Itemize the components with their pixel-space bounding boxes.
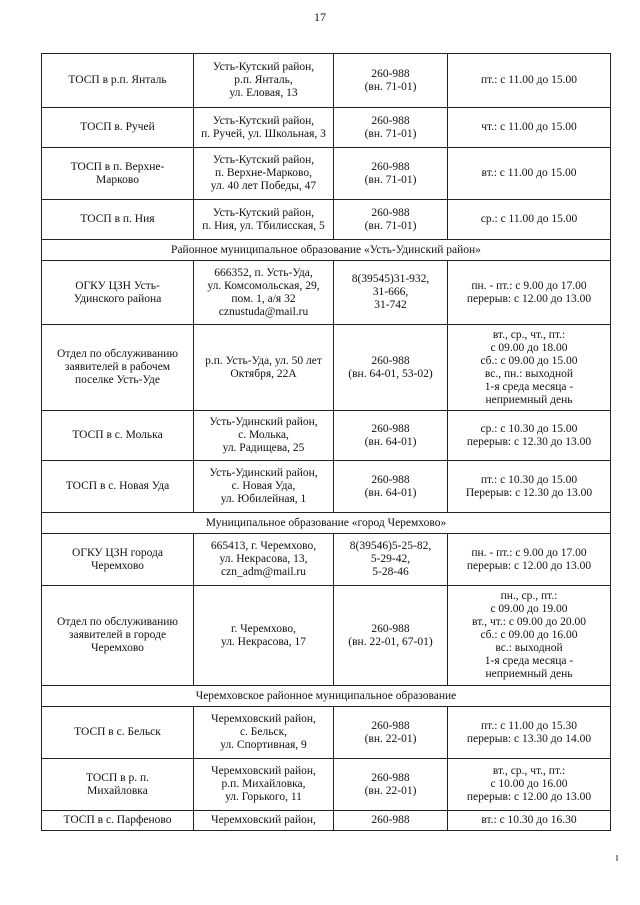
office-name-cell: ТОСП в с. Бельск [42, 707, 194, 759]
section-row [42, 240, 611, 261]
address-cell: Черемховский район, р.п. Михайловка, ул. Горького, 11 [194, 759, 334, 811]
address-cell: Черемховский район, с. Бельск, ул. Спортивная, 9 [194, 707, 334, 759]
address-cell: Усть-Кутский район, п. Верхне-Марково, ул. 40 лет Победы, 47 [194, 148, 334, 200]
phone-cell: 260-988 (вн. 22-01) [334, 707, 448, 759]
page-number: 17 [314, 10, 326, 24]
address-cell: 665413, г. Черемхово, ул. Некрасова, 13, czn_adm@mail.ru [194, 534, 334, 586]
table-row [42, 759, 611, 811]
phone-cell: 260-988 (вн. 71-01) [334, 200, 448, 240]
phone-cell: 260-988 (вн. 64-01) [334, 461, 448, 513]
hours-cell: вт., ср., чт., пт.: с 10.00 до 16.00 перерыв: с 12.00 до 13.00 [448, 759, 611, 811]
office-name-cell: ТОСП в п. Верхне- Марково [42, 148, 194, 200]
table-row [42, 325, 611, 411]
office-name-cell: ОГКУ ЦЗН города Черемхово [42, 534, 194, 586]
office-name-cell: ТОСП в п. Ния [42, 200, 194, 240]
offices-table [41, 53, 611, 831]
phone-cell: 260-988 (вн. 22-01, 67-01) [334, 586, 448, 686]
address-cell: Усть-Удинский район, с. Новая Уда, ул. Юбилейная, 1 [194, 461, 334, 513]
table-row [42, 411, 611, 461]
hours-cell: пт.: с 10.30 до 15.00 Перерыв: с 12.30 до 13.00 [448, 461, 611, 513]
phone-cell: 8(39545)31-932, 31-666, 31-742 [334, 261, 448, 325]
office-name-cell: ТОСП в. Ручей [42, 108, 194, 148]
table-row [42, 148, 611, 200]
office-name-cell: Отдел по обслуживанию заявителей в городе Черемхово [42, 586, 194, 686]
phone-cell: 260-988 (вн. 64-01) [334, 411, 448, 461]
address-cell: г. Черемхово, ул. Некрасова, 17 [194, 586, 334, 686]
section-row [42, 686, 611, 707]
section-row [42, 513, 611, 534]
phone-cell: 260-988 (вн. 71-01) [334, 148, 448, 200]
table-row [42, 261, 611, 325]
office-name-cell: ТОСП в р.п. Янталь [42, 54, 194, 108]
phone-cell: 260-988 (вн. 71-01) [334, 54, 448, 108]
table-row [42, 461, 611, 513]
hours-cell: пн., ср., пт.: с 09.00 до 19.00 вт., чт.: с 09.00 до 20.00 сб.: с 09.00 до 16.00 вс.: выходной 1-я среда месяца - неприемный день [448, 586, 611, 686]
office-name-cell: ТОСП в с. Новая Уда [42, 461, 194, 513]
scan-mark [616, 855, 618, 861]
section-heading: Муниципальное образование «город Черемхово» [42, 513, 611, 534]
hours-cell: пт.: с 11.00 до 15.30 перерыв: с 13.30 до 14.00 [448, 707, 611, 759]
hours-cell: вт., ср., чт., пт.: с 09.00 до 18.00 сб.: с 09.00 до 15.00 вс., пн.: выходной 1-я среда месяца - неприемный день [448, 325, 611, 411]
table-row [42, 586, 611, 686]
address-cell: Усть-Удинский район, с. Молька, ул. Радищева, 25 [194, 411, 334, 461]
hours-cell: пн. - пт.: с 9.00 до 17.00 перерыв: с 12.00 до 13.00 [448, 534, 611, 586]
address-cell: Усть-Кутский район, п. Ручей, ул. Школьная, 3 [194, 108, 334, 148]
office-name-cell: Отдел по обслуживанию заявителей в рабочем поселке Усть-Уде [42, 325, 194, 411]
table-row [42, 707, 611, 759]
phone-cell: 8(39546)5-25-82, 5-29-42, 5-28-46 [334, 534, 448, 586]
table-row [42, 811, 611, 831]
address-cell: р.п. Усть-Уда, ул. 50 лет Октября, 22А [194, 325, 334, 411]
section-heading: Районное муниципальное образование «Усть-Удинский район» [42, 240, 611, 261]
office-name-cell: ТОСП в с. Парфеново [42, 811, 194, 831]
hours-cell: пн. - пт.: с 9.00 до 17.00 перерыв: с 12.00 до 13.00 [448, 261, 611, 325]
address-cell: Черемховский район, [194, 811, 334, 831]
hours-cell: вт.: с 10.30 до 16.30 [448, 811, 611, 831]
hours-cell: вт.: с 11.00 до 15.00 [448, 148, 611, 200]
phone-cell: 260-988 [334, 811, 448, 831]
address-cell: 666352, п. Усть-Уда, ул. Комсомольская, 29, пом. 1, а/я 32 cznustuda@mail.ru [194, 261, 334, 325]
phone-cell: 260-988 (вн. 64-01, 53-02) [334, 325, 448, 411]
office-name-cell: ТОСП в р. п. Михайловка [42, 759, 194, 811]
phone-cell: 260-988 (вн. 22-01) [334, 759, 448, 811]
address-cell: Усть-Кутский район, р.п. Янталь, ул. Еловая, 13 [194, 54, 334, 108]
hours-cell: чт.: с 11.00 до 15.00 [448, 108, 611, 148]
table-row [42, 534, 611, 586]
office-name-cell: ОГКУ ЦЗН Усть- Удинского района [42, 261, 194, 325]
hours-cell: пт.: с 11.00 до 15.00 [448, 54, 611, 108]
phone-cell: 260-988 (вн. 71-01) [334, 108, 448, 148]
table-row [42, 200, 611, 240]
table-row [42, 108, 611, 148]
office-name-cell: ТОСП в с. Молька [42, 411, 194, 461]
hours-cell: ср.: с 11.00 до 15.00 [448, 200, 611, 240]
section-heading: Черемховское районное муниципальное образование [42, 686, 611, 707]
table-row [42, 54, 611, 108]
hours-cell: ср.: с 10.30 до 15.00 перерыв: с 12.30 до 13.00 [448, 411, 611, 461]
address-cell: Усть-Кутский район, п. Ния, ул. Тбилисская, 5 [194, 200, 334, 240]
